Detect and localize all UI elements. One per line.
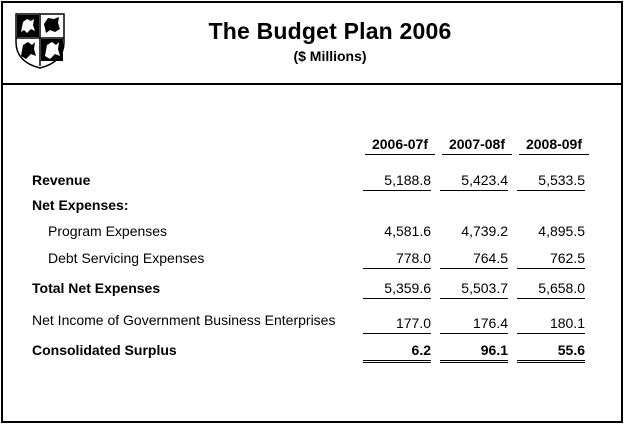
column-header-2006-07f: 2006-07f xyxy=(365,136,435,155)
row-label-net-income-gbe: Net Income of Government Business Enterprises xyxy=(32,312,336,328)
cell-surplus-2006: 6.2 xyxy=(363,342,431,363)
column-header-2008-09f: 2008-09f xyxy=(519,136,589,155)
cell-gbe-2006: 177.0 xyxy=(363,315,431,334)
cell-program-2006: 4,581.6 xyxy=(384,223,431,239)
cell-total-2007: 5,503.7 xyxy=(440,280,508,299)
row-label-consolidated-surplus: Consolidated Surplus xyxy=(32,342,177,358)
page-subtitle: ($ Millions) xyxy=(293,48,367,64)
row-label-program-expenses: Program Expenses xyxy=(48,223,168,239)
row-label-revenue: Revenue xyxy=(32,172,91,188)
cell-total-2008: 5,658.0 xyxy=(517,280,585,299)
cell-revenue-2006: 5,188.8 xyxy=(363,172,431,191)
page-title: The Budget Plan 2006 xyxy=(208,18,452,44)
cell-total-2006: 5,359.6 xyxy=(363,280,431,299)
header-divider xyxy=(3,83,621,85)
column-header-2007-08f: 2007-08f xyxy=(442,136,512,155)
row-label-net-expenses: Net Expenses: xyxy=(32,197,129,213)
cell-debt-2007: 764.5 xyxy=(440,250,508,269)
cell-surplus-2007: 96.1 xyxy=(440,342,508,363)
cell-gbe-2007: 176.4 xyxy=(440,315,508,334)
cell-debt-2006: 778.0 xyxy=(363,250,431,269)
cell-revenue-2008: 5,533.5 xyxy=(517,172,585,191)
cell-gbe-2008: 180.1 xyxy=(517,315,585,334)
cell-surplus-2008: 55.6 xyxy=(517,342,585,363)
cell-program-2008: 4,895.5 xyxy=(538,223,585,239)
row-label-total-net-expenses: Total Net Expenses xyxy=(32,280,161,296)
row-label-debt-servicing: Debt Servicing Expenses xyxy=(48,250,205,266)
cell-debt-2008: 762.5 xyxy=(517,250,585,269)
cell-program-2007: 4,739.2 xyxy=(461,223,508,239)
cell-revenue-2007: 5,423.4 xyxy=(440,172,508,191)
